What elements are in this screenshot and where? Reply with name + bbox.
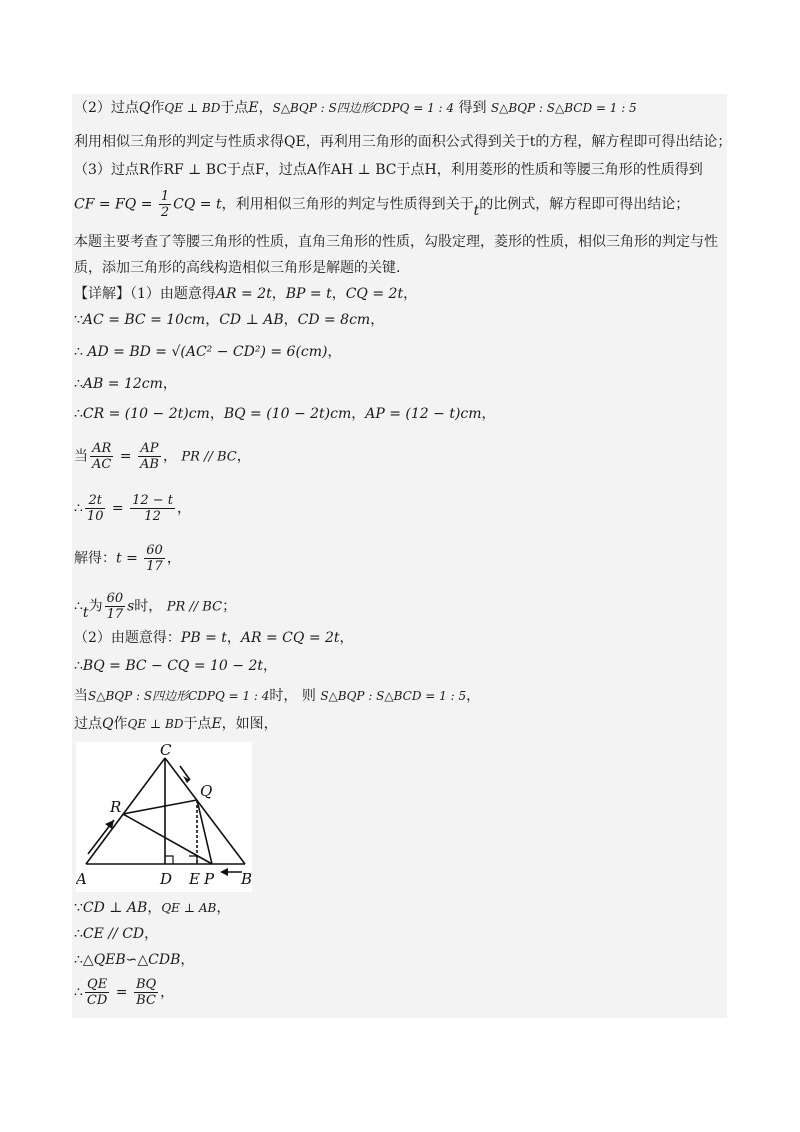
segment-bc: [165, 758, 245, 864]
text-line: ∴ $\frac{2t}{10}$ = $\frac{12 - t}{12}$ ，: [74, 493, 192, 524]
text-line: ∵CD ⊥ AB，QE ⊥ AB，: [74, 900, 231, 916]
label-r: R: [110, 798, 122, 816]
fraction: $\frac{AP}{AB}$: [139, 441, 159, 472]
label-q: Q: [200, 782, 213, 800]
segment-ac: [86, 758, 165, 864]
text-line: 当S△BQP : S四边形CDPQ = 1 : 4时， 则 S△BQP : S△BCD = 1 : 5，: [74, 688, 481, 704]
text-line: 【详解】（1）由题意得AR = 2t，BP = t，CQ = 2t，: [74, 286, 418, 302]
right-angle-d: [165, 856, 173, 864]
label-e: E: [189, 870, 200, 888]
segment-rq: [123, 800, 197, 814]
label-p: P: [204, 870, 215, 888]
arrowhead-bp: [220, 868, 228, 876]
fraction: $\frac{60}{17}$: [146, 543, 163, 574]
fraction: $\frac{12 - t}{12}$: [132, 493, 174, 524]
text-line: （3）过点R作RF ⊥ BC于点F，过点A作AH ⊥ BC于点H，利用菱形的性质和等腰三角形的性质得到: [74, 162, 703, 178]
text-line: 质，添加三角形的高线构造相似三角形是解题的关键.: [74, 260, 401, 276]
label-b: B: [241, 870, 252, 888]
text-line: （2）过点Q作QE ⊥ BD于点E，S△BQP : S四边形CDPQ = 1 : 4 得到 S△BQP : S△BCD = 1 : 5: [74, 100, 637, 116]
text-line: 利用相似三角形的判定与性质求得QE，再利用三角形的面积公式得到关于t的方程，解方程即可得出结论；: [74, 134, 732, 150]
right-angle-e: [189, 856, 197, 864]
text-line: ∴AB = 12cm，: [74, 376, 177, 392]
fraction: $\frac{60}{17}$: [106, 591, 124, 622]
text-line: 本题主要考查了等腰三角形的性质，直角三角形的性质，勾股定理，菱形的性质，相似三角形的判定与性: [74, 234, 718, 250]
label-a: A: [76, 870, 87, 888]
text-line: ∴t为 $\frac{60}{17}$ s时， PR // BC；: [74, 591, 237, 622]
text-line: CF = FQ = $\frac{1}{2}$ CQ = t，利用相似三角形的判定与性质得到关于t的比例式，解方程即可得出结论；: [74, 189, 690, 220]
fraction: $\frac{AR}{AC}$: [92, 441, 112, 472]
text-line: ∵AC = BC = 10cm，CD ⊥ AB，CD = 8cm，: [74, 312, 385, 328]
text-line: 解得：t = $\frac{60}{17}$ ，: [74, 543, 181, 574]
triangle-diagram: [76, 742, 252, 892]
text-line: ∴ $\frac{QE}{CD}$ = $\frac{BQ}{BC}$ ，: [74, 977, 175, 1008]
fraction: $\frac{1}{2}$: [160, 189, 170, 220]
text-line: ∴△QEB∽△CDB，: [74, 952, 195, 968]
solution-content: [72, 94, 732, 1018]
text-line: ∴CE // CD，: [74, 926, 159, 942]
fraction: $\frac{2t}{10}$: [86, 493, 104, 524]
fraction: $\frac{BQ}{BC}$: [135, 977, 157, 1008]
text-line: 过点Q作QE ⊥ BD于点E，如图，: [74, 716, 278, 732]
text-line: （2）由题意得：PB = t，AR = CQ = 2t，: [74, 630, 354, 646]
label-c: C: [160, 742, 172, 759]
label-d: D: [160, 870, 173, 888]
text-line: ∴BQ = BC − CQ = 10 − 2t，: [74, 658, 278, 674]
geometry-figure: [76, 742, 252, 892]
text-line: 当 $\frac{AR}{AC}$ = $\frac{AP}{AB}$ ， PR // BC，: [74, 441, 251, 472]
fraction: $\frac{QE}{CD}$: [86, 977, 108, 1008]
text-line: ∴ AD = BD = √(AC² − CD²) = 6(cm)，: [74, 344, 342, 360]
text-line: ∴CR = (10 − 2t)cm，BQ = (10 − 2t)cm，AP = (12 − t)cm，: [74, 406, 496, 422]
